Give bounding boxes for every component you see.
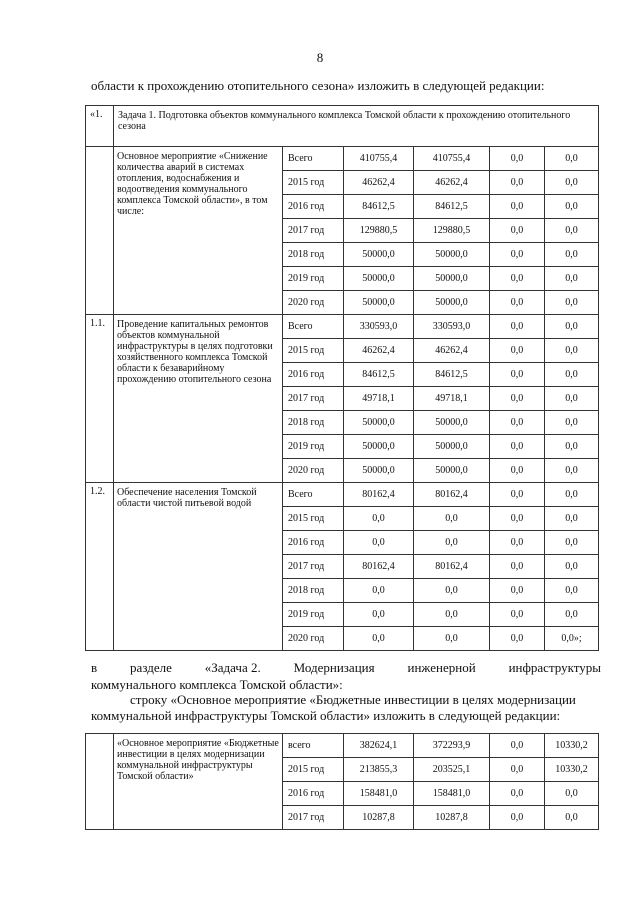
federal-budget-cell: 0,0 [490,219,545,243]
total-cell: 50000,0 [344,411,414,435]
section-word: в [91,660,98,675]
section-word: «Задача 2. [204,660,261,675]
extrabudgetary-cell: 0,0 [545,435,599,459]
year-cell: 2017 год [283,806,344,830]
task-number: «1. [86,106,114,147]
total-cell: 50000,0 [344,243,414,267]
total-cell: 46262,4 [344,171,414,195]
extrabudgetary-cell: 0,0 [545,483,599,507]
extrabudgetary-cell: 0,0 [545,387,599,411]
regional-budget-cell: 50000,0 [414,243,490,267]
regional-budget-cell: 50000,0 [414,459,490,483]
year-cell: 2016 год [283,195,344,219]
total-cell: 0,0 [344,627,414,651]
regional-budget-cell: 80162,4 [414,483,490,507]
regional-budget-cell: 50000,0 [414,435,490,459]
extrabudgetary-cell: 0,0 [545,339,599,363]
total-cell: 0,0 [344,579,414,603]
extrabudgetary-cell: 0,0 [545,555,599,579]
budget-table-task-2 [85,733,599,830]
regional-budget-cell: 46262,4 [414,171,490,195]
federal-budget-cell: 0,0 [490,411,545,435]
row-number: 1.2. [86,483,114,651]
total-cell: 50000,0 [344,435,414,459]
total-cell: 129880,5 [344,219,414,243]
row-number [86,734,114,830]
regional-budget-cell: 410755,4 [414,147,490,171]
year-cell: 2015 год [283,339,344,363]
section-word: инфраструктуры [508,660,601,675]
regional-budget-cell: 84612,5 [414,363,490,387]
regional-budget-cell: 50000,0 [414,291,490,315]
total-cell: 49718,1 [344,387,414,411]
extrabudgetary-cell: 0,0 [545,603,599,627]
total-cell: 382624,1 [344,734,414,758]
federal-budget-cell: 0,0 [490,782,545,806]
year-cell: 2017 год [283,387,344,411]
regional-budget-cell: 50000,0 [414,267,490,291]
budget-table-body [86,106,599,651]
federal-budget-cell: 0,0 [490,758,545,782]
total-cell: 50000,0 [344,267,414,291]
total-cell: 84612,5 [344,195,414,219]
federal-budget-cell: 0,0 [490,806,545,830]
federal-budget-cell: 0,0 [490,627,545,651]
year-cell: 2020 год [283,291,344,315]
extrabudgetary-cell: 0,0 [545,806,599,830]
extrabudgetary-cell: 0,0 [545,195,599,219]
total-cell: 213855,3 [344,758,414,782]
total-cell: 50000,0 [344,459,414,483]
federal-budget-cell: 0,0 [490,291,545,315]
regional-budget-cell: 0,0 [414,507,490,531]
total-cell: 410755,4 [344,147,414,171]
total-cell: 10287,8 [344,806,414,830]
extrabudgetary-cell: 0,0 [545,363,599,387]
extrabudgetary-cell: 0,0 [545,531,599,555]
year-cell: 2018 год [283,579,344,603]
regional-budget-cell: 0,0 [414,603,490,627]
year-cell: 2016 год [283,782,344,806]
year-cell: Всего [283,483,344,507]
extrabudgetary-cell: 0,0 [545,267,599,291]
year-cell: 2018 год [283,243,344,267]
total-cell: 50000,0 [344,291,414,315]
measure-label: «Основное мероприятие «Бюджетные инвестиции в целях модернизации коммунальной инфраструктуры Томской области» [114,734,283,830]
year-cell: 2015 год [283,758,344,782]
total-cell: 158481,0 [344,782,414,806]
regional-budget-cell: 330593,0 [414,315,490,339]
regional-budget-cell: 49718,1 [414,387,490,411]
section-line-3: строку «Основное мероприятие «Бюджетные инвестиции в целях модернизации [130,692,576,707]
federal-budget-cell: 0,0 [490,171,545,195]
extrabudgetary-cell: 0,0 [545,147,599,171]
regional-budget-cell: 46262,4 [414,339,490,363]
extrabudgetary-cell: 0,0 [545,411,599,435]
extrabudgetary-cell: 0,0 [545,243,599,267]
regional-budget-cell: 80162,4 [414,555,490,579]
task-header-row [86,106,599,147]
year-cell: 2019 год [283,267,344,291]
measure-label: Обеспечение населения Томской области чистой питьевой водой [114,483,283,651]
federal-budget-cell: 0,0 [490,734,545,758]
year-cell: 2019 год [283,603,344,627]
federal-budget-cell: 0,0 [490,531,545,555]
regional-budget-cell: 0,0 [414,579,490,603]
budget-table-body [86,734,599,830]
regional-budget-cell: 84612,5 [414,195,490,219]
federal-budget-cell: 0,0 [490,555,545,579]
federal-budget-cell: 0,0 [490,315,545,339]
federal-budget-cell: 0,0 [490,339,545,363]
measure-label: Основное мероприятие «Снижение количества аварий в системах отопления, водоснабжения и водоотведения коммунального комплекса Томской области», в том числе: [114,147,283,315]
federal-budget-cell: 0,0 [490,435,545,459]
extrabudgetary-cell: 0,0»; [545,627,599,651]
federal-budget-cell: 0,0 [490,147,545,171]
total-cell: 80162,4 [344,555,414,579]
year-cell: 2016 год [283,531,344,555]
extrabudgetary-cell: 0,0 [545,459,599,483]
year-cell: 2015 год [283,507,344,531]
federal-budget-cell: 0,0 [490,483,545,507]
table-row [86,483,599,507]
year-cell: 2017 год [283,219,344,243]
section-line-1-words [91,660,601,676]
total-cell: 80162,4 [344,483,414,507]
regional-budget-cell: 372293,9 [414,734,490,758]
section-word: разделе [130,660,172,675]
year-cell: всего [283,734,344,758]
regional-budget-cell: 0,0 [414,627,490,651]
regional-budget-cell: 158481,0 [414,782,490,806]
year-cell: Всего [283,315,344,339]
regional-budget-cell: 0,0 [414,531,490,555]
year-cell: 2019 год [283,435,344,459]
federal-budget-cell: 0,0 [490,579,545,603]
row-number [86,147,114,315]
year-cell: 2015 год [283,171,344,195]
section-line-4: коммунальной инфраструктуры Томской области» изложить в следующей редакции: [91,708,561,723]
total-cell: 0,0 [344,603,414,627]
table-row [86,315,599,339]
federal-budget-cell: 0,0 [490,267,545,291]
measure-label: Проведение капитальных ремонтов объектов коммунальной инфраструктуры в целях подготовки хозяйственного комплекса Томской области к безаварийному прохождению отопительного сезона [114,315,283,483]
section-word: инженерной [407,660,476,675]
extrabudgetary-cell: 0,0 [545,507,599,531]
federal-budget-cell: 0,0 [490,459,545,483]
year-cell: 2016 год [283,363,344,387]
year-cell: 2020 год [283,459,344,483]
federal-budget-cell: 0,0 [490,387,545,411]
table-row [86,734,599,758]
federal-budget-cell: 0,0 [490,507,545,531]
federal-budget-cell: 0,0 [490,195,545,219]
row-number: 1.1. [86,315,114,483]
extrabudgetary-cell: 0,0 [545,579,599,603]
task-title: Задача 1. Подготовка объектов коммунального комплекса Томской области к прохождению отопительного сезона [114,106,599,147]
extrabudgetary-cell: 0,0 [545,219,599,243]
extrabudgetary-cell: 10330,2 [545,734,599,758]
year-cell: 2017 год [283,555,344,579]
section-line-1 [91,660,601,676]
intro-paragraph: области к прохождению отопительного сезона» изложить в следующей редакции: [91,78,545,93]
regional-budget-cell: 10287,8 [414,806,490,830]
total-cell: 0,0 [344,531,414,555]
budget-table-task-1 [85,105,599,651]
federal-budget-cell: 0,0 [490,243,545,267]
year-cell: 2018 год [283,411,344,435]
regional-budget-cell: 50000,0 [414,411,490,435]
federal-budget-cell: 0,0 [490,603,545,627]
extrabudgetary-cell: 0,0 [545,171,599,195]
total-cell: 46262,4 [344,339,414,363]
section-word: Модернизация [293,660,375,675]
section-line-2: коммунального комплекса Томской области»: [91,677,343,692]
total-cell: 84612,5 [344,363,414,387]
year-cell: 2020 год [283,627,344,651]
table-row [86,147,599,171]
extrabudgetary-cell: 10330,2 [545,758,599,782]
regional-budget-cell: 203525,1 [414,758,490,782]
year-cell: Всего [283,147,344,171]
extrabudgetary-cell: 0,0 [545,315,599,339]
federal-budget-cell: 0,0 [490,363,545,387]
total-cell: 0,0 [344,507,414,531]
extrabudgetary-cell: 0,0 [545,782,599,806]
total-cell: 330593,0 [344,315,414,339]
extrabudgetary-cell: 0,0 [545,291,599,315]
regional-budget-cell: 129880,5 [414,219,490,243]
page-number: 8 [316,50,324,65]
